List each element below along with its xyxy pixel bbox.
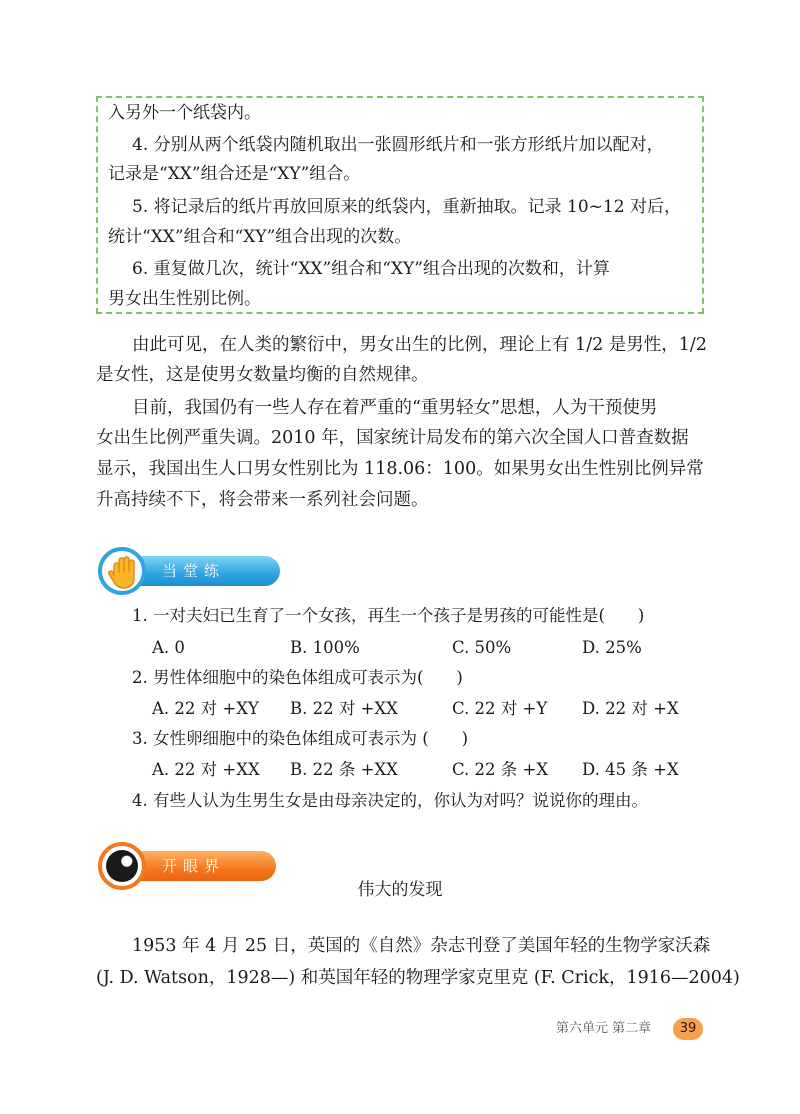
q3-option-b: B. 22 条 +XX [290, 760, 398, 779]
practice-badge [98, 547, 146, 595]
horizon-heading: 开眼界 [104, 851, 276, 881]
q1-option-d: D. 25% [582, 638, 642, 657]
article-line: 1953 年 4 月 25 日，英国的《自然》杂志刊登了美国年轻的生物学家沃森 [132, 936, 711, 956]
body-paragraph-line: 显示，我国出生人口男女性别比为 118.06：100。如果男女出生性别比例异常 [96, 459, 704, 479]
body-paragraph-line: 是女性，这是使男女数量均衡的自然规律。 [96, 365, 429, 385]
body-paragraph-line: 目前，我国仍有一些人存在着严重的“重男轻女”思想，人为干预使男 [132, 398, 658, 418]
q1-option-c: C. 50% [452, 638, 512, 657]
q3-option-c: C. 22 条 +X [452, 760, 549, 779]
activity-step-5: 5. 将记录后的纸片再放回原来的纸袋内，重新抽取。记录 10~12 对后， [132, 197, 681, 217]
activity-line: 记录是“XX”组合还是“XY”组合。 [108, 164, 361, 184]
question-4: 4. 有些人认为生男生女是由母亲决定的，你认为对吗？说说你的理由。 [132, 791, 648, 810]
question-3: 3. 女性卵细胞中的染色体组成可表示为 ( ) [132, 729, 469, 748]
q2-option-d: D. 22 对 +X [582, 699, 679, 718]
q1-option-a: A. 0 [152, 638, 185, 657]
q3-option-d: D. 45 条 +X [582, 760, 679, 779]
activity-line: 统计“XX”组合和“XY”组合出现的次数。 [108, 227, 412, 247]
page-number: 39 [673, 1018, 703, 1040]
body-paragraph-line: 升高持续不下，将会带来一系列社会问题。 [96, 490, 429, 510]
question-2: 2. 男性体细胞中的染色体组成可表示为( ) [132, 668, 463, 687]
article-title: 伟大的发现 [357, 880, 443, 900]
article-line: (J. D. Watson，1928—) 和英国年轻的物理学家克里克 (F. Crick，1916—2004) [96, 968, 740, 988]
practice-heading: 当堂练 [104, 556, 280, 586]
body-paragraph-line: 由此可见，在人类的繁衍中，男女出生的比例，理论上有 1/2 是男性，1/2 [132, 335, 707, 355]
q2-option-b: B. 22 对 +XX [290, 699, 398, 718]
activity-line: 入另外一个纸袋内。 [108, 103, 261, 123]
question-1: 1. 一对夫妇已生育了一个女孩，再生一个孩子是男孩的可能性是( ) [132, 606, 645, 625]
q2-option-c: C. 22 对 +Y [452, 699, 548, 718]
activity-line: 男女出生性别比例。 [108, 289, 261, 309]
body-paragraph-line: 女出生比例严重失调。2010 年，国家统计局发布的第六次全国人口普查数据 [96, 428, 689, 448]
q1-option-b: B. 100% [290, 638, 360, 657]
hand-icon [108, 556, 140, 590]
activity-step-6: 6. 重复做几次，统计“XX”组合和“XY”组合出现的次数和，计算 [132, 259, 610, 279]
chapter-label: 第六单元 第二章 [556, 1021, 652, 1036]
q2-option-a: A. 22 对 +XY [152, 699, 259, 718]
q3-option-a: A. 22 对 +XX [152, 760, 260, 779]
activity-step-4: 4. 分别从两个纸袋内随机取出一张圆形纸片和一张方形纸片加以配对， [132, 135, 664, 155]
